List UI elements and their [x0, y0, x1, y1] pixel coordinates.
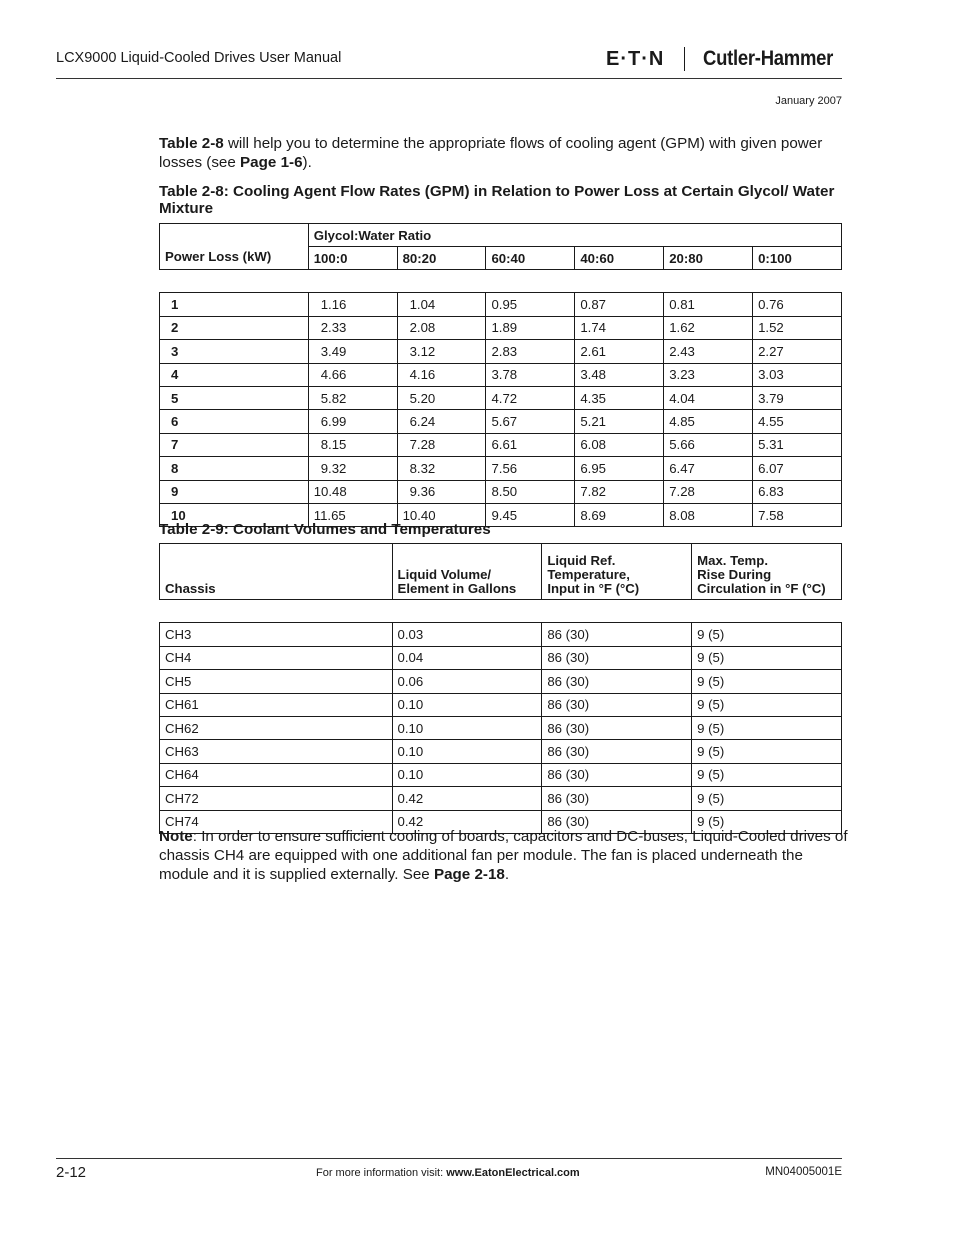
flow-rate-cell: 6.95 [575, 457, 664, 480]
coolant-cell: 86 (30) [542, 716, 692, 739]
flow-rate-cell: 5.20 [397, 386, 486, 409]
flow-rate-cell: 0.81 [664, 293, 753, 316]
table-reference: Table 2-8 [159, 135, 224, 152]
page-reference: Page 1-6 [240, 154, 303, 171]
table-row [160, 410, 842, 433]
coolant-cell: 0.03 [392, 623, 542, 646]
note-label: Note [159, 828, 193, 845]
coolant-cell: 0.42 [392, 810, 542, 833]
flow-rate-cell: 0.87 [575, 293, 664, 316]
flow-rate-cell: 9.36 [397, 480, 486, 503]
flow-rate-cell: 3.12 [397, 340, 486, 363]
coolant-cell: 9 (5) [692, 763, 842, 786]
flow-rate-cell: 5.66 [664, 433, 753, 456]
coolant-cell: 9 (5) [692, 693, 842, 716]
table-row [160, 763, 842, 786]
coolant-cell: 86 (30) [542, 810, 692, 833]
coolant-cell: 0.06 [392, 670, 542, 693]
table-row [160, 646, 842, 669]
document-date: January 2007 [775, 95, 842, 107]
eaton-logo: E·T·N [606, 47, 665, 70]
flow-rate-cell: 4.66 [308, 363, 397, 386]
ratio-column-header: 0:100 [753, 247, 842, 270]
flow-rate-cell: 3.78 [486, 363, 575, 386]
flow-rate-cell: 6.61 [486, 433, 575, 456]
table-row [160, 293, 842, 316]
coolant-cell: 86 (30) [542, 670, 692, 693]
coolant-cell: CH64 [160, 763, 393, 786]
flow-rate-cell: 5.67 [486, 410, 575, 433]
power-loss-cell: 5 [160, 386, 309, 409]
intro-text-2: ). [302, 154, 312, 171]
flow-rate-cell: 9.45 [486, 503, 575, 526]
coolant-cell: 9 (5) [692, 787, 842, 810]
ratio-column-header: 60:40 [486, 247, 575, 270]
power-loss-cell: 9 [160, 480, 309, 503]
flow-rate-cell: 1.74 [575, 316, 664, 339]
page-number: 2-12 [56, 1164, 87, 1181]
flow-rate-cell: 4.35 [575, 386, 664, 409]
intro-paragraph [159, 134, 849, 172]
flow-rates-body [160, 270, 842, 527]
table-row [160, 623, 842, 646]
header-line: Circulation in °F (°C) [697, 581, 826, 596]
coolant-cell: 9 (5) [692, 623, 842, 646]
coolant-cell: 0.10 [392, 763, 542, 786]
flow-rate-cell: 5.21 [575, 410, 664, 433]
flow-rate-cell: 0.95 [486, 293, 575, 316]
flow-rate-cell: 8.50 [486, 480, 575, 503]
coolant-cell: CH5 [160, 670, 393, 693]
flow-rate-cell: 10.40 [397, 503, 486, 526]
flow-rate-cell: 10.48 [308, 480, 397, 503]
flow-rate-cell: 5.31 [753, 433, 842, 456]
flow-rate-cell: 7.28 [664, 480, 753, 503]
table-row [160, 740, 842, 763]
flow-rate-cell: 1.62 [664, 316, 753, 339]
coolant-cell: 0.42 [392, 787, 542, 810]
flow-rate-cell: 4.16 [397, 363, 486, 386]
power-loss-cell: 8 [160, 457, 309, 480]
flow-rate-cell: 1.16 [308, 293, 397, 316]
flow-rate-cell: 1.04 [397, 293, 486, 316]
flow-rate-cell: 7.28 [397, 433, 486, 456]
flow-rate-cell: 6.07 [753, 457, 842, 480]
coolant-cell: 86 (30) [542, 623, 692, 646]
flow-rate-cell: 4.85 [664, 410, 753, 433]
coolant-cell: 86 (30) [542, 763, 692, 786]
flow-rate-cell: 3.79 [753, 386, 842, 409]
power-loss-cell: 1 [160, 293, 309, 316]
table-row [160, 670, 842, 693]
flow-rate-cell: 2.27 [753, 340, 842, 363]
power-loss-cell: 6 [160, 410, 309, 433]
header-line: Chassis [165, 581, 216, 596]
flow-rate-cell: 6.08 [575, 433, 664, 456]
flow-rate-cell: 6.47 [664, 457, 753, 480]
flow-rate-cell: 6.83 [753, 480, 842, 503]
flow-rate-cell: 3.49 [308, 340, 397, 363]
header-line: Rise During [697, 567, 772, 582]
coolant-cell: 86 (30) [542, 693, 692, 716]
table-row [160, 340, 842, 363]
flow-rate-cell: 2.08 [397, 316, 486, 339]
header-rule [56, 78, 842, 79]
more-info-label: For more information visit: [316, 1167, 447, 1179]
cutler-hammer-logo: Cutler-Hammer [703, 47, 834, 70]
table-2-9-caption: Table 2-9: Coolant Volumes and Temperatures [159, 521, 491, 538]
coolant-cell: CH74 [160, 810, 393, 833]
header-line: Element in Gallons [397, 581, 517, 596]
flow-rate-cell: 8.08 [664, 503, 753, 526]
coolant-cell: 9 (5) [692, 646, 842, 669]
document-number: MN04005001E [765, 1166, 842, 1178]
flow-rate-cell: 9.32 [308, 457, 397, 480]
coolant-cell: CH3 [160, 623, 393, 646]
coolant-column-header [692, 544, 842, 600]
coolant-cell: 0.10 [392, 693, 542, 716]
table-row [160, 386, 842, 409]
flow-rate-cell: 2.43 [664, 340, 753, 363]
coolant-column-header [160, 544, 393, 600]
flow-rate-cell: 7.56 [486, 457, 575, 480]
power-loss-cell: 2 [160, 316, 309, 339]
header-line: Liquid Volume/ [397, 567, 492, 582]
flow-rate-cell: 3.48 [575, 363, 664, 386]
coolant-body [160, 600, 842, 834]
header-line: Max. Temp. [697, 553, 768, 568]
note-paragraph [159, 827, 849, 884]
coolant-cell: 86 (30) [542, 740, 692, 763]
coolant-column-header [542, 544, 692, 600]
power-loss-cell: 10 [160, 503, 309, 526]
flow-rate-cell: 2.61 [575, 340, 664, 363]
note-text-2: . [504, 866, 510, 883]
table-row [160, 433, 842, 456]
table-row [160, 693, 842, 716]
note-text-1: : In order to ensure sufficient cooling of boards, capacitors and DC-buses, Liquid-Cooled drives of chassis CH4 are equipped with one additional fan per module. The fan is placed underneath the module and it is supplied externally. See [159, 828, 848, 883]
flow-rate-cell: 8.32 [397, 457, 486, 480]
flow-rate-cell: 8.15 [308, 433, 397, 456]
power-loss-cell: 4 [160, 363, 309, 386]
website-link[interactable]: www.EatonElectrical.com [446, 1167, 580, 1179]
ratio-column-header: 20:80 [664, 247, 753, 270]
flow-rate-cell: 11.65 [308, 503, 397, 526]
flow-rate-cell: 4.72 [486, 386, 575, 409]
coolant-cell: 9 (5) [692, 740, 842, 763]
table-row [160, 316, 842, 339]
table-row [160, 716, 842, 739]
header-line: Liquid Ref. [547, 553, 616, 568]
coolant-cell: CH63 [160, 740, 393, 763]
power-loss-header: Power Loss (kW) [160, 224, 309, 270]
coolant-header-row [160, 544, 842, 600]
coolant-cell: 9 (5) [692, 670, 842, 693]
footer-rule [56, 1158, 842, 1159]
note-page-reference: Page 2-18 [433, 866, 505, 883]
ratio-column-header: 100:0 [308, 247, 397, 270]
intro-text-1: will help you to determine the appropriate flows of cooling agent (GPM) with given power losses (see [159, 135, 823, 171]
ratio-column-header: 40:60 [575, 247, 664, 270]
header-line: Temperature, [547, 567, 630, 582]
ratio-header: Glycol:Water Ratio [308, 224, 841, 247]
header-line: Input in °F (°C) [547, 581, 640, 596]
flow-rate-cell: 4.04 [664, 386, 753, 409]
flow-rate-cell: 6.99 [308, 410, 397, 433]
coolant-cell: 0.10 [392, 740, 542, 763]
power-loss-cell: 3 [160, 340, 309, 363]
table-row [160, 363, 842, 386]
table-2-8-caption: Table 2-8: Cooling Agent Flow Rates (GPM) in Relation to Power Loss at Certain Glycol/ Water Mixture [159, 183, 835, 217]
flow-rate-cell: 7.82 [575, 480, 664, 503]
document-title: LCX9000 Liquid-Cooled Drives User Manual [56, 50, 342, 66]
power-loss-cell: 7 [160, 433, 309, 456]
coolant-cell: 9 (5) [692, 810, 842, 833]
flow-rate-cell: 6.24 [397, 410, 486, 433]
coolant-cell: CH4 [160, 646, 393, 669]
flow-rate-cell: 3.23 [664, 363, 753, 386]
flow-rates-table [159, 223, 842, 527]
flow-rate-cell: 2.33 [308, 316, 397, 339]
more-info [316, 1167, 580, 1179]
flow-rate-cell: 0.76 [753, 293, 842, 316]
coolant-cell: CH62 [160, 716, 393, 739]
flow-rate-cell: 4.55 [753, 410, 842, 433]
coolant-cell: CH72 [160, 787, 393, 810]
ratio-column-header: 80:20 [397, 247, 486, 270]
coolant-cell: 0.04 [392, 646, 542, 669]
coolant-cell: 86 (30) [542, 787, 692, 810]
table-row [160, 787, 842, 810]
flow-rate-cell: 1.52 [753, 316, 842, 339]
flow-rate-cell: 5.82 [308, 386, 397, 409]
flow-rate-cell: 2.83 [486, 340, 575, 363]
coolant-cell: CH61 [160, 693, 393, 716]
flow-rate-cell: 8.69 [575, 503, 664, 526]
coolant-cell: 9 (5) [692, 716, 842, 739]
coolant-cell: 0.10 [392, 716, 542, 739]
logo-divider [684, 47, 685, 71]
table-row [160, 457, 842, 480]
coolant-table [159, 543, 842, 834]
brand-logo [606, 46, 851, 72]
coolant-cell: 86 (30) [542, 646, 692, 669]
flow-rate-cell: 7.58 [753, 503, 842, 526]
flow-rate-cell: 3.03 [753, 363, 842, 386]
flow-rate-cell: 1.89 [486, 316, 575, 339]
table-row [160, 480, 842, 503]
coolant-column-header [392, 544, 542, 600]
